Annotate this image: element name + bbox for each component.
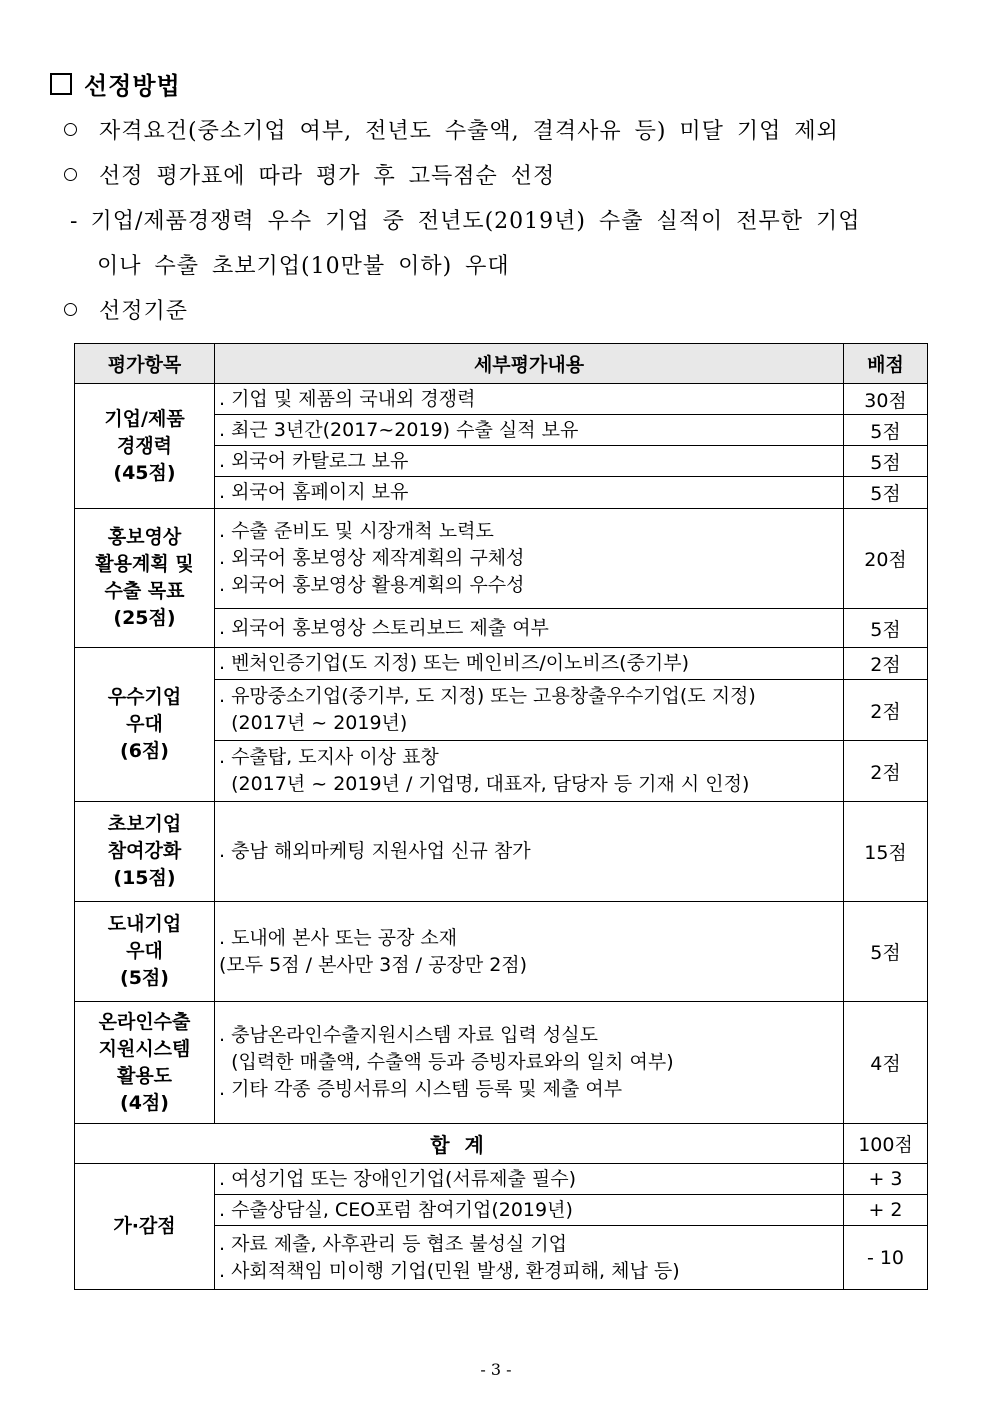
category-cell: 온라인수출 지원시스템 활용도 (4점) [75,1002,215,1124]
circle-bullet-icon [64,168,77,181]
points-cell: 5점 [844,477,928,509]
detail-cell: . 유망중소기업(중기부, 도 지정) 또는 고용창출우수기업(도 지정) (2017년 ~ 2019년) [215,680,844,741]
detail-cell: . 외국어 홈페이지 보유 [215,477,844,509]
total-points: 100점 [844,1124,928,1164]
table-row [75,1002,928,1124]
points-cell: 5점 [844,415,928,446]
header-points: 배점 [844,344,928,384]
total-row [75,1124,928,1164]
points-cell: + 2 [844,1195,928,1226]
table-row [75,1164,928,1195]
detail-cell: . 수출탑, 도지사 이상 표창 (2017년 ~ 2019년 / 기업명, 대표자, 담당자 등 기재 시 인정) [215,741,844,802]
points-cell: 5점 [844,446,928,477]
bullet-item-1 [64,114,839,145]
table-row [75,802,928,902]
category-cell: 기업/제품 경쟁력 (45점) [75,384,215,509]
bullet-text: 선정 평가표에 따라 평가 후 고득점순 선정 [99,164,556,189]
points-cell: 30점 [844,384,928,415]
points-cell: + 3 [844,1164,928,1195]
points-cell: 2점 [844,741,928,802]
sub-item-text-1: 기업/제품경쟁력 우수 기업 중 전년도(2019년) 수출 실적이 전무한 기업 [90,209,861,234]
detail-cell: . 기업 및 제품의 국내외 경쟁력 [215,384,844,415]
bullet-item-2 [64,159,555,190]
detail-cell: . 여성기업 또는 장애인기업(서류제출 필수) [215,1164,844,1195]
detail-cell: . 외국어 홍보영상 스토리보드 제출 여부 [215,609,844,648]
category-cell: 홍보영상 활용계획 및 수출 목표 (25점) [75,509,215,648]
detail-cell: . 벤처인증기업(도 지정) 또는 메인비즈/이노비즈(중기부) [215,648,844,680]
points-cell: - 10 [844,1226,928,1290]
table-header-row [75,344,928,384]
category-cell: 도내기업 우대 (5점) [75,902,215,1002]
bullet-text: 선정기준 [99,299,189,324]
points-cell: 2점 [844,648,928,680]
section-heading [50,66,181,101]
points-cell: 5점 [844,609,928,648]
table-row [75,902,928,1002]
section-heading-text: 선정방법 [84,72,181,100]
points-cell: 15점 [844,802,928,902]
table-row [75,648,928,680]
table-row [75,509,928,609]
circle-bullet-icon [64,303,77,316]
category-cell: 우수기업 우대 (6점) [75,648,215,802]
sub-item-line-2 [97,249,510,280]
points-cell: 5점 [844,902,928,1002]
detail-cell: . 도내에 본사 또는 공장 소재 (모두 5점 / 본사만 3점 / 공장만 2점) [215,902,844,1002]
sub-item-line-1 [70,204,861,235]
table-row [75,384,928,415]
bullet-text: 자격요건(중소기업 여부, 전년도 수출액, 결격사유 등) 미달 기업 제외 [99,119,839,144]
header-details: 세부평가내용 [215,344,844,384]
checkbox-square-icon [50,73,72,95]
detail-cell: . 외국어 카탈로그 보유 [215,446,844,477]
sub-item-text-2: 이나 수출 초보기업(10만불 이하) 우대 [97,254,510,279]
detail-cell: . 충남온라인수출지원시스템 자료 입력 성실도 (입력한 매출액, 수출액 등과 증빙자료와의 일치 여부) . 기타 각종 증빙서류의 시스템 등록 및 제출 여부 [215,1002,844,1124]
evaluation-criteria-table [74,343,928,1290]
points-cell: 20점 [844,509,928,609]
dash-marker: - [70,209,79,234]
detail-cell: . 자료 제출, 사후관리 등 협조 불성실 기업 . 사회적책임 미이행 기업(민원 발생, 환경피해, 체납 등) [215,1226,844,1290]
page-number: - 3 - [480,1360,512,1379]
points-cell: 2점 [844,680,928,741]
total-label: 합 계 [75,1124,844,1164]
detail-cell: . 수출상담실, CEO포럼 참여기업(2019년) [215,1195,844,1226]
points-cell: 4점 [844,1002,928,1124]
detail-cell: . 충남 해외마케팅 지원사업 신규 참가 [215,802,844,902]
detail-cell: . 수출 준비도 및 시장개척 노력도 . 외국어 홍보영상 제작계획의 구체성 . 외국어 홍보영상 활용계획의 우수성 [215,509,844,609]
circle-bullet-icon [64,123,77,136]
detail-cell: . 최근 3년간(2017~2019) 수출 실적 보유 [215,415,844,446]
category-cell: 초보기업 참여강화 (15점) [75,802,215,902]
header-category: 평가항목 [75,344,215,384]
category-cell: 가·감점 [75,1164,215,1290]
bullet-item-3 [64,294,188,325]
